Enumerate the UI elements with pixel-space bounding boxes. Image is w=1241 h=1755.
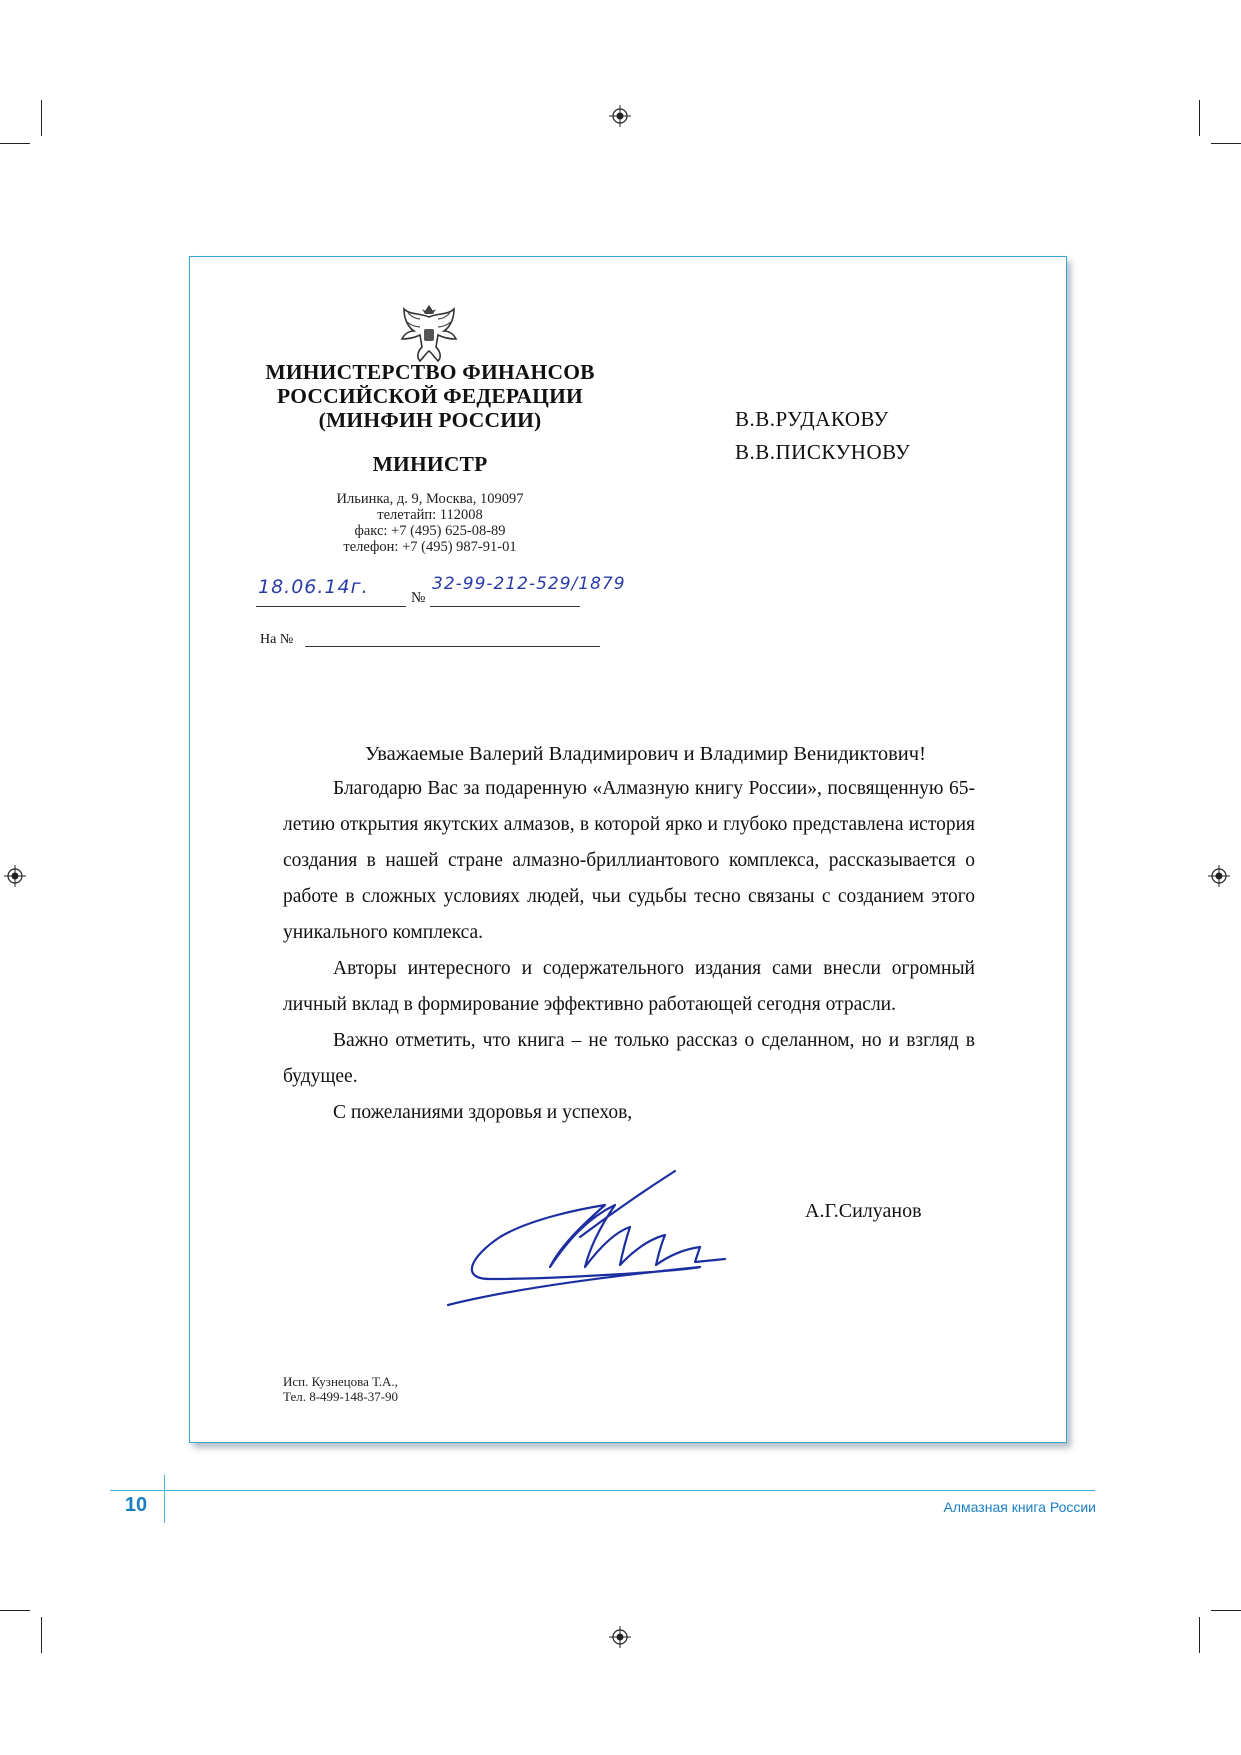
paragraph: Важно отметить, что книга – не только рассказ о сделанном, но и взгляд в будущее. xyxy=(283,1030,975,1087)
crop-mark xyxy=(0,1610,30,1611)
crop-mark xyxy=(1211,143,1241,144)
number-sign: № xyxy=(411,590,426,606)
crop-mark xyxy=(41,1617,42,1653)
letter-body xyxy=(283,771,975,1131)
recipient: В.В.ПИСКУНОВУ xyxy=(735,440,911,464)
registration-mark-icon xyxy=(609,105,631,127)
paragraph: С пожеланиями здоровья и успехов, xyxy=(333,1102,633,1123)
signature-image xyxy=(440,1167,760,1312)
paragraph: Авторы интересного и содержательного издания сами внесли огромный личный вклад в формирование эффективно работающей сегодня отрасли. xyxy=(283,958,975,1015)
crop-mark xyxy=(0,143,30,144)
registration-mark-icon xyxy=(4,865,26,887)
executor-info xyxy=(283,1374,398,1404)
running-title: Алмазная книга России xyxy=(943,1499,1096,1515)
recipients xyxy=(735,403,910,469)
recipient: В.В.РУДАКОВУ xyxy=(735,407,889,431)
page-number: 10 xyxy=(124,1494,148,1516)
date-line xyxy=(256,576,406,607)
paragraph: Благодарю Вас за подаренную «Алмазную книгу России», посвященную 65-летию открытия якутских алмазов, в которой ярко и глубоко представлена история создания в нашей стране алмазно-бриллиантового комплекса, рассказывается о работе в сложных условиях людей, чьи судьбы тесно связаны с созданием этого уникального комплекса. xyxy=(283,778,975,943)
executor-line: Тел. 8-499-148-37-90 xyxy=(283,1389,399,1404)
ministry-line: (МИНФИН РОССИИ) xyxy=(318,408,542,432)
address-line: факс: +7 (495) 625-08-89 xyxy=(354,523,506,539)
registration-mark-icon xyxy=(609,1626,631,1648)
ministry-line: РОССИЙСКОЙ ФЕДЕРАЦИИ xyxy=(277,384,583,408)
number-handwritten: 32-99-212-529/1879 xyxy=(432,574,626,594)
position-title: МИНИСТР xyxy=(372,452,488,476)
salutation: Уважаемые Валерий Владимирович и Владимир Венидиктович! xyxy=(365,743,926,765)
coat-of-arms-icon xyxy=(398,299,460,365)
ministry-name xyxy=(240,360,620,432)
ministry-address xyxy=(285,491,575,555)
reference-line xyxy=(305,646,600,647)
address-line: телетайп: 112008 xyxy=(377,507,483,523)
signatory-name: А.Г.Силуанов xyxy=(805,1200,922,1222)
ministry-line: МИНИСТЕРСТВО ФИНАНСОВ xyxy=(265,360,595,384)
crop-mark xyxy=(1199,100,1200,136)
crop-mark xyxy=(1199,1617,1200,1653)
reference-label: На № xyxy=(260,632,294,647)
crop-mark xyxy=(41,100,42,136)
address-line: Ильинка, д. 9, Москва, 109097 xyxy=(336,491,524,507)
number-line xyxy=(430,574,626,607)
registration-mark-icon xyxy=(1208,865,1230,887)
executor-line: Исп. Кузнецова Т.А., xyxy=(283,1374,398,1389)
footer-divider xyxy=(164,1475,165,1523)
footer-rule xyxy=(110,1490,1095,1491)
crop-mark xyxy=(1211,1610,1241,1611)
address-line: телефон: +7 (495) 987-91-01 xyxy=(343,539,517,555)
date-handwritten: 18.06.14г. xyxy=(258,576,369,598)
letter-page xyxy=(189,256,1067,1443)
